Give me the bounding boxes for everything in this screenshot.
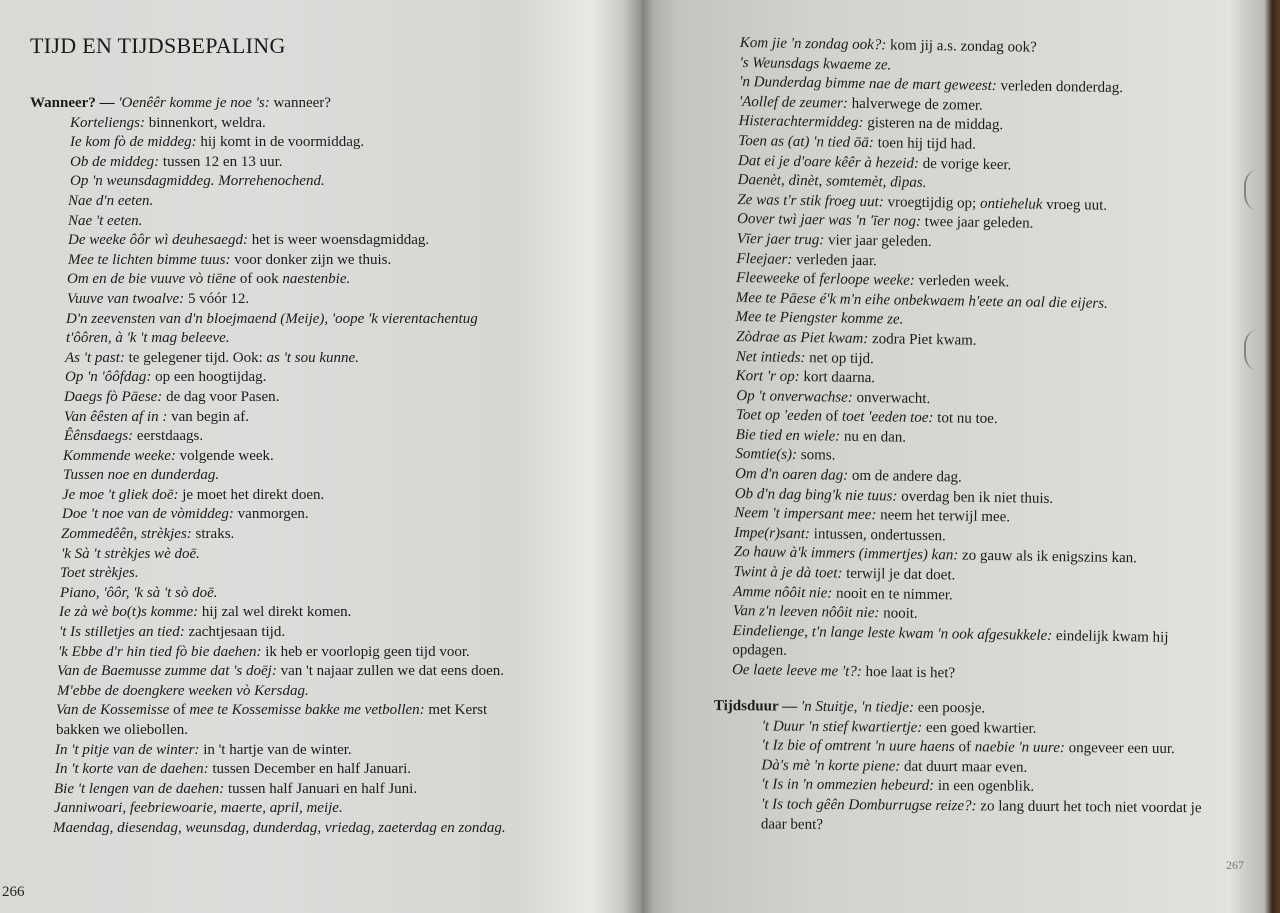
- translation: met Kerst: [424, 702, 488, 719]
- translation: terwijl je dat doet.: [842, 565, 956, 584]
- text-line: [57, 682, 506, 702]
- dialect-phrase: Eindelienge, t'n lange leste kwam 'n ook afgesukkele:: [732, 622, 1053, 644]
- dialect-phrase: Nae d'n eeten.: [68, 192, 154, 209]
- dialect-phrase: Bie 't lengen van de daehen:: [54, 780, 225, 797]
- translation: nu en dan.: [840, 428, 907, 446]
- page-number-right: 267: [1226, 858, 1244, 872]
- translation: kort daarna.: [799, 369, 876, 387]
- translation: een goed kwartier.: [922, 719, 1037, 737]
- translation: vanmorgen.: [233, 506, 309, 523]
- translation: hij komt in de voormiddag.: [196, 134, 365, 151]
- translation: onverwacht.: [852, 389, 931, 407]
- translation: binnenkort, weldra.: [145, 114, 266, 131]
- dialect-phrase: Zòdrae as Piet kwam:: [736, 328, 869, 347]
- text-line: [64, 427, 506, 447]
- text-line: [30, 94, 506, 114]
- text-line: [54, 780, 506, 800]
- translation: tussen half Januari en half Juni.: [224, 780, 418, 797]
- text-line: [68, 212, 506, 232]
- dialect-phrase: Van de Baemusse zumme dat 's doēj:: [57, 663, 277, 680]
- dialect-phrase: 'k Ebbe d'r hin tied fò bie daehen:: [58, 643, 262, 660]
- dialect-phrase: Oe laete leeve me 't?:: [731, 661, 862, 680]
- translation: verleden week.: [914, 272, 1010, 291]
- translation: twee jaar geleden.: [920, 214, 1034, 232]
- dialect-phrase: Doe 't noe van de vòmiddeg:: [62, 506, 234, 523]
- text-line: [57, 662, 506, 682]
- dialect-phrase: In 't pitje van de winter:: [55, 741, 200, 758]
- text-line: [67, 270, 506, 290]
- dialect-phrase: 't Duur 'n stief kwartiertje:: [761, 718, 923, 736]
- translation: verleden donderdag.: [996, 78, 1124, 97]
- translation: in een ogenblik.: [934, 778, 1035, 796]
- section-heading: Wanneer? —: [30, 95, 119, 111]
- dialect-phrase: Fleeweeke: [736, 270, 800, 288]
- translation: volgende week.: [175, 447, 274, 464]
- text-line: [70, 172, 506, 192]
- text-line: [54, 799, 506, 819]
- translation: zodra Piet kwam.: [868, 330, 977, 349]
- dialect-phrase: Vīer jaer trug:: [736, 230, 825, 249]
- dialect-phrase: Om d'n oaren dag:: [734, 466, 849, 484]
- translation: tot nu toe.: [933, 410, 998, 428]
- text-line: [68, 192, 506, 212]
- translation: hij zal wel direkt komen.: [198, 604, 352, 621]
- translation: halverwege de zomer.: [847, 95, 983, 114]
- translation: op een hoogtijdag.: [151, 369, 267, 386]
- translation: of: [169, 702, 190, 719]
- dialect-phrase: Van de Kossemisse: [56, 702, 170, 719]
- translation: eindelijk kwam hij: [1052, 627, 1169, 646]
- translation: om de andere dag.: [848, 467, 962, 486]
- dialect-phrase: As 't past:: [65, 349, 125, 366]
- dialect-phrase: Fleejaer:: [736, 250, 793, 268]
- dialect-phrase: 'n Dunderdag bimme nae de mart geweest:: [739, 74, 997, 95]
- dialect-phrase: Ie kom fò de middeg:: [70, 134, 197, 151]
- dialect-phrase: Mee te lichten bimme tuus:: [68, 251, 231, 268]
- text-line: [70, 153, 506, 173]
- translation: ongeveer een uur.: [1064, 740, 1175, 758]
- dialect-phrase: Histerachtermiddeg:: [738, 113, 864, 132]
- dialect-phrase: 't Iz bie of omtrent 'n uure haens: [761, 737, 955, 756]
- translation: in 't hartje van de winter.: [199, 741, 352, 758]
- dialect-phrase: Mee te Pāese é'k m'n eihe onbekwaem h'eete an oal die eijers.: [735, 289, 1108, 312]
- dialect-phrase: Dat ei je d'oare kêêr à hezeid:: [737, 152, 920, 172]
- translation: toen hij tijd had.: [873, 135, 977, 153]
- translation: zachtjesaan tijd.: [184, 624, 286, 641]
- text-line: [64, 388, 506, 408]
- translation: vroegtijdig op;: [883, 194, 981, 212]
- dialect-phrase: t'ôôren, à 'k 't mag beleeve.: [66, 330, 230, 347]
- text-line: [70, 114, 506, 134]
- dialect-phrase: 'k Sà 't strèkjes wè doē.: [61, 545, 200, 562]
- dialect-phrase: M'ebbe de doengkere weeken vò Kersdag.: [57, 682, 309, 699]
- text-line: [68, 251, 506, 271]
- text-line: [58, 643, 506, 663]
- dialect-phrase: Maendag, diesendag, weunsdag, dunderdag, vriedag, zaeterdag en zondag.: [53, 819, 506, 836]
- translation: voor donker zijn we thuis.: [230, 251, 392, 268]
- dialect-phrase: Van êêsten af in :: [64, 408, 168, 425]
- dialect-phrase: Somtie(s):: [735, 446, 798, 464]
- translation: bakken we oliebollen.: [56, 722, 189, 738]
- translation: zo lang duurt het toch niet voordat je: [976, 798, 1202, 817]
- text-line: [65, 368, 506, 388]
- dialect-phrase: naestenbie.: [282, 271, 351, 288]
- dialect-phrase: ontieheluk: [979, 195, 1043, 213]
- translation: hoe laat is het?: [861, 663, 956, 682]
- text-line: [56, 721, 506, 741]
- dialect-phrase: Ie zà wè bo(t)s komme:: [59, 604, 199, 621]
- text-line: [761, 815, 1202, 838]
- dialect-phrase: Kommende weeke:: [63, 447, 176, 464]
- dialect-phrase: Kort 'r op:: [735, 368, 800, 386]
- dialect-phrase: toet 'eeden toe:: [841, 408, 934, 427]
- translation: intussen, ondertussen.: [809, 526, 946, 545]
- dialect-phrase: Piano, 'ôôr, 'k sà 't sò doē.: [60, 584, 218, 601]
- translation: of: [799, 271, 820, 288]
- text-line: [761, 795, 1202, 818]
- translation: daar bent?: [760, 815, 824, 833]
- dialect-phrase: ferloope weeke:: [819, 271, 915, 289]
- translation: vier jaar geleden.: [824, 232, 932, 250]
- section-heading: Tijdsduur —: [713, 697, 801, 715]
- text-line: [63, 447, 506, 467]
- dialect-phrase: De weeke ôôr wì deuhesaegd:: [68, 232, 248, 249]
- text-line: [61, 525, 506, 545]
- dialect-phrase: Oover twì jaer was 'n 'īer nog:: [736, 211, 922, 231]
- translation: of ook: [236, 271, 283, 288]
- text-line: [61, 545, 506, 565]
- translation: 5 vóór 12.: [184, 290, 250, 307]
- left-page-text: [30, 94, 506, 839]
- text-line: [68, 231, 506, 251]
- text-line: [64, 408, 506, 428]
- dialect-phrase: Net intieds:: [735, 348, 806, 366]
- translation: soms.: [796, 447, 836, 465]
- dialect-phrase: D'n zeevensten van d'n bloejmaend (Meije), 'oope 'k vierentachentug: [66, 310, 478, 327]
- dialect-phrase: 'n Stuitje, 'n tiedje:: [800, 698, 915, 716]
- dialect-phrase: Êênsdaegs:: [64, 428, 134, 445]
- translation: wanneer?: [269, 95, 331, 111]
- dialect-phrase: Toet strèkjes.: [60, 565, 139, 582]
- translation: eerstdaags.: [133, 428, 204, 445]
- translation: te gelegener tijd. Ook:: [124, 349, 267, 366]
- translation: of: [821, 408, 843, 425]
- text-line: [66, 310, 506, 330]
- translation: een poosje.: [913, 699, 986, 717]
- dialect-phrase: Kom jie 'n zondag ook?:: [739, 34, 887, 54]
- edge-sketch-mark: [1244, 170, 1276, 210]
- page-title: TIJD EN TIJDSBEPALING: [30, 33, 286, 58]
- text-line: [66, 329, 506, 349]
- translation: van begin af.: [167, 408, 249, 425]
- translation: tussen December en half Januari.: [208, 761, 411, 778]
- text-line: [53, 819, 506, 839]
- translation: verleden jaar.: [792, 251, 877, 269]
- text-line: [67, 290, 506, 310]
- translation: opdagen.: [732, 642, 788, 660]
- dialect-phrase: 't Is in 'n ommezien hebeurd:: [761, 776, 935, 795]
- translation: overdag ben ik niet thuis.: [897, 488, 1054, 507]
- dialect-phrase: 'Aollef de zeumer:: [738, 93, 849, 112]
- translation: van 't najaar zullen we dat eens doen.: [276, 663, 505, 680]
- dialect-phrase: Korteliengs:: [70, 114, 145, 131]
- translation: tussen 12 en 13 uur.: [159, 153, 283, 170]
- book-page-edge: [1228, 0, 1280, 913]
- dialect-phrase: Toen as (at) 'n tied ōā:: [738, 132, 875, 152]
- dialect-phrase: Nae 't eeten.: [68, 212, 143, 229]
- translation: of: [954, 739, 975, 756]
- translation: neem het terwijl mee.: [876, 507, 1011, 526]
- text-line: [55, 741, 506, 761]
- dialect-phrase: Dà's mè 'n korte piene:: [761, 757, 901, 775]
- text-line: [70, 133, 506, 153]
- translation: straks.: [191, 526, 235, 543]
- right-page-text: [730, 34, 1178, 687]
- text-line: [60, 584, 506, 604]
- dialect-phrase: Zommedêên, strèkjes:: [61, 526, 192, 543]
- dialect-phrase: Impe(r)sant:: [734, 524, 811, 543]
- dialect-phrase: Toet op 'eeden: [735, 407, 823, 425]
- translation: je moet het direkt doen.: [178, 486, 325, 503]
- dialect-phrase: Mee te Piengster komme ze.: [735, 309, 904, 328]
- text-line: [59, 603, 506, 623]
- dialect-phrase: In 't korte van de daehen:: [55, 761, 209, 778]
- translation: net op tijd.: [805, 349, 874, 367]
- page-number-left: 266: [2, 884, 25, 900]
- dialect-phrase: Ze was t'r stik froeg uut:: [737, 191, 884, 211]
- text-line: [62, 505, 506, 525]
- dialect-phrase: Vuuve van twoalve:: [67, 290, 185, 307]
- dialect-phrase: 's Weunsdags kwaeme ze.: [739, 54, 892, 73]
- text-line: [63, 466, 506, 486]
- dialect-phrase: Daegs fò Pāese:: [64, 388, 163, 405]
- dialect-phrase: Van z'n leeven nôôit nie:: [732, 603, 880, 622]
- dialect-phrase: Tussen noe en dunderdag.: [63, 467, 220, 484]
- translation: nooit.: [879, 605, 918, 623]
- dialect-phrase: 'Oenêêr komme je noe 's:: [118, 95, 270, 111]
- dialect-phrase: 't Is toch gêên Domburrugse reize?:: [760, 796, 977, 815]
- dialect-phrase: Op 'n 'ôôfdag:: [65, 369, 152, 386]
- dialect-phrase: as 't sou kunne.: [266, 349, 359, 366]
- translation: nooit en te nimmer.: [832, 585, 953, 604]
- translation: kom jij a.s. zondag ook?: [886, 37, 1037, 56]
- translation: dat duurt maar even.: [900, 758, 1028, 776]
- dialect-phrase: Twint à je dà toet:: [733, 563, 843, 582]
- translation: de dag voor Pasen.: [162, 388, 280, 405]
- dialect-phrase: Daenèt, dìnèt, somtemèt, dìpas.: [737, 172, 927, 192]
- translation: vroeg uut.: [1042, 196, 1108, 214]
- dialect-phrase: Op 't onverwachse:: [736, 387, 853, 406]
- dialect-phrase: Ob de middeg:: [70, 153, 160, 170]
- text-line: [62, 486, 506, 506]
- text-line: [60, 564, 506, 584]
- dialect-phrase: Janniwoari, feebriewoarie, maerte, april, meije.: [54, 800, 343, 817]
- dialect-phrase: naebie 'n uure:: [974, 739, 1065, 757]
- dialect-phrase: Bie tied en wiele:: [735, 426, 841, 445]
- dialect-phrase: Op 'n weunsdagmiddeg. Morrehenochend.: [70, 173, 325, 190]
- dialect-phrase: Amme nôôit nie:: [733, 583, 833, 602]
- translation: de vorige keer.: [918, 155, 1012, 173]
- dialect-phrase: Zo hauw à'k immers (immertjes) kan:: [733, 544, 959, 564]
- text-line: [65, 349, 506, 369]
- dialect-phrase: Om en de bie vuuve vò tiēne: [67, 271, 237, 288]
- dialect-phrase: Ob d'n dag bing'k nie tuus:: [734, 485, 898, 505]
- dialect-phrase: Je moe 't gliek doē:: [62, 486, 179, 503]
- text-line: [56, 701, 506, 721]
- translation: gisteren na de middag.: [863, 115, 1004, 134]
- text-line: [59, 623, 506, 643]
- text-line: [55, 760, 506, 780]
- translation: ik heb er voorlopig geen tijd voor.: [261, 643, 470, 660]
- translation: het is weer woensdagmiddag.: [247, 232, 430, 249]
- tijdsduur-section: [713, 697, 1203, 838]
- dialect-phrase: 't Is stilletjes an tied:: [59, 624, 185, 641]
- dialect-phrase: mee te Kossemisse bakke me vetbollen:: [189, 702, 425, 719]
- translation: zo gauw als ik enigszins kan.: [958, 547, 1138, 567]
- edge-sketch-mark: [1244, 330, 1276, 370]
- dialect-phrase: Neem 't impersant mee:: [734, 505, 877, 524]
